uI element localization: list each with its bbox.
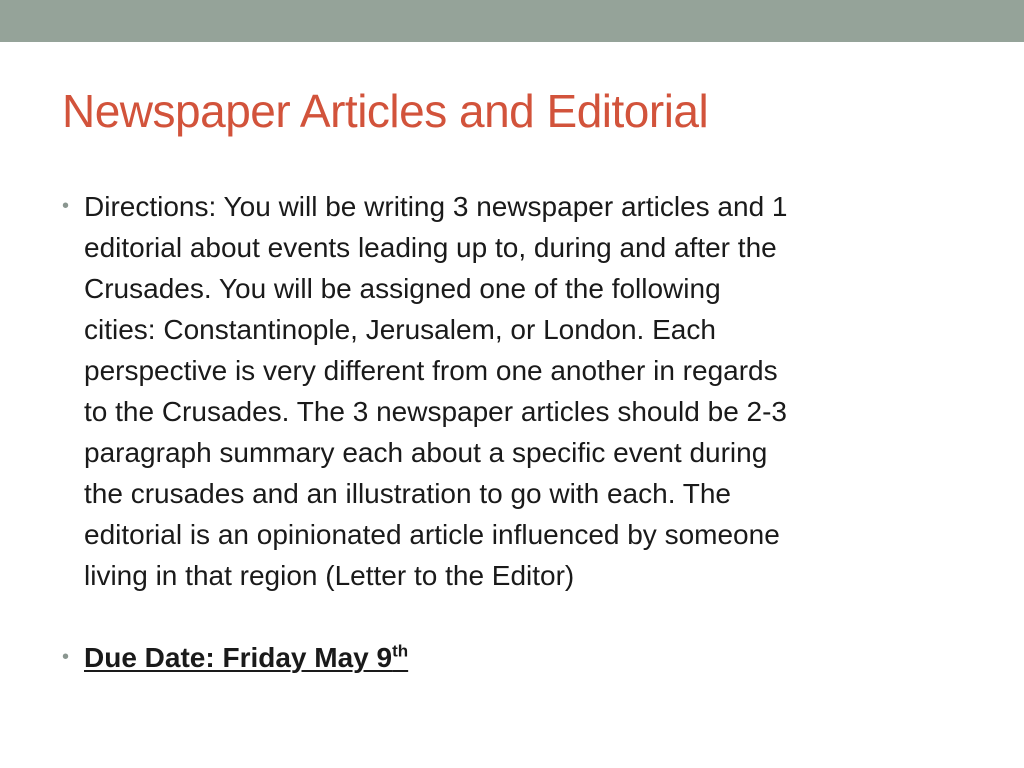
bullet-list xyxy=(60,186,970,678)
top-accent-bar xyxy=(0,0,1024,42)
slide-title: Newspaper Articles and Editorial xyxy=(62,85,709,137)
due-date-label: Due Date: Friday May 9 xyxy=(84,642,393,673)
bullet-dot-icon: • xyxy=(62,646,70,668)
directions-bullet xyxy=(60,186,970,596)
due-date-bullet xyxy=(60,637,970,678)
directions-text: Directions: You will be writing 3 newspaper articles and 1 editorial about events leading up to, during and after the Crusades. You will be assigned one of the following cities: Constantinople, Jerusalem, or London. Each perspective is very different from one another in regards to the Crusades. The 3 newspaper articles should be 2-3 paragraph summary each about a specific event during the crusades and an illustration to go with each. The editorial is an opinionated article influenced by someone living in that region (Letter to the Editor) xyxy=(84,191,788,591)
due-date-text xyxy=(84,642,408,673)
due-date-superscript: th xyxy=(392,641,409,661)
bullet-dot-icon: • xyxy=(62,195,70,217)
